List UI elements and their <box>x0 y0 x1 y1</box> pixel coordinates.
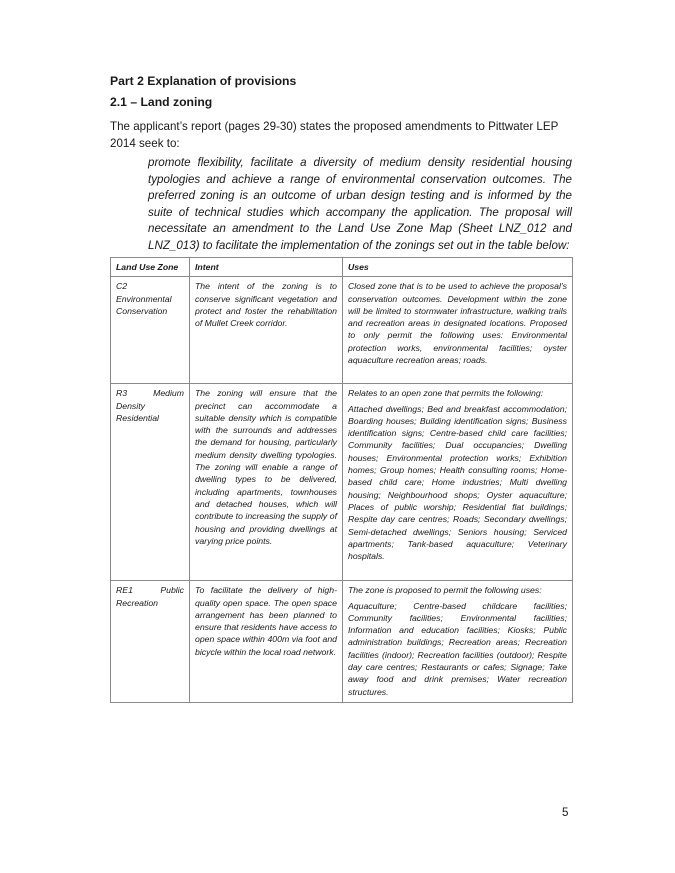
uses-text: Attached dwellings; Bed and breakfast accommodation; Boarding houses; Building identification signs; Business identification signs; Centre-based child care facilities; Community facilities; Dual occupancies; Dwelling houses; Environmental protection works; Exhibition homes; Group homes; Health consulting rooms; Home-based child care; Home industries; Multi dwelling housing; Neighbourhood shops; Oyster aquaculture; Places of public worship; Residential flat buildings; Respite day care centres; Roads; Secondary dwellings; Semi-detached dwellings; Seniors housing; Serviced apartments; Tank-based aquaculture; Veterinary hospitals. <box>348 403 567 562</box>
zone-name-cell <box>111 384 190 581</box>
part-heading: Part 2 Explanation of provisions <box>110 74 297 88</box>
uses-cell <box>343 581 573 703</box>
zone-name-cell <box>111 277 190 384</box>
table-row <box>111 384 573 581</box>
intent-cell <box>190 581 343 703</box>
zone-name: C2 Environmental Conservation <box>116 281 172 316</box>
intent-cell <box>190 384 343 581</box>
zone-name: R3 Medium Density Residential <box>116 388 184 423</box>
quoted-passage: promote flexibility, facilitate a diversity of medium density residential housing typologies and achieve a range of environmental conservation outcomes. The preferred zoning is an outcome of urban design testing and is informed by the suite of technical studies which accompany the application. The proposal will necessitate an amendment to the Land Use Zone Map (Sheet LNZ_012 and LNZ_013) to facilitate the implementation of the zonings set out in the table below: <box>148 156 572 252</box>
header-intent: Intent <box>190 258 343 277</box>
header-uses: Uses <box>343 258 573 277</box>
zone-name: RE1 Public Recreation <box>116 585 184 608</box>
intent-text: The intent of the zoning is to conserve significant vegetation and protect and foster the rehabilitation of Mullet Creek corridor. <box>195 281 337 329</box>
header-land-use-zone: Land Use Zone <box>111 258 190 277</box>
table-row <box>111 581 573 703</box>
uses-lead-text: Relates to an open zone that permits the following: <box>348 388 544 399</box>
zone-name-cell <box>111 581 190 703</box>
intro-paragraph: The applicant’s report (pages 29-30) states the proposed amendments to Pittwater LEP 2014 seek to: <box>110 120 559 150</box>
section-heading: 2.1 – Land zoning <box>110 95 213 109</box>
table-row <box>111 277 573 384</box>
page-number: 5 <box>562 806 569 819</box>
intent-text: The zoning will ensure that the precinct can accommodate a suitable density which is compatible with the surrounds and addresses the demand for housing, particularly medium density dwelling typologies. The zoning will enable a range of dwelling types to be delivered, including apartments, townhouses and detached houses, which will contribute to increasing the supply of housing and providing dwellings at varying price points. <box>195 388 337 546</box>
uses-lead-text: The zone is proposed to permit the following uses: <box>348 585 542 596</box>
uses-text: Closed zone that is to be used to achieve the proposal’s conservation outcomes. Development within the zone will be limited to stormwater infrastructure, walking trails and recreation areas in designated locations. Proposed to only permit the following uses: Environmental protection works, environmental facilities; oyster aquaculture recreation areas; roads. <box>348 281 567 366</box>
uses-text: Aquaculture; Centre-based childcare facilities; Community facilities; Environmental facilities; Information and education facilities; Kiosks; Public administration buildings; Recreation areas; Recreation facilities (indoor); Recreation facilities (outdoor); Respite day care centres; Restaurants or cafes; Signage; Take away food and drink premises; Water recreation structures. <box>348 600 567 697</box>
uses-cell <box>343 277 573 384</box>
intent-cell <box>190 277 343 384</box>
intent-text: To facilitate the delivery of high-quality open space. The open space arrangement has been planned to ensure that residents have access to open space within 400m via foot and bicycle within the local road network. <box>195 585 337 657</box>
table-header-row <box>111 258 573 277</box>
land-zoning-table <box>110 257 573 703</box>
uses-cell <box>343 384 573 581</box>
